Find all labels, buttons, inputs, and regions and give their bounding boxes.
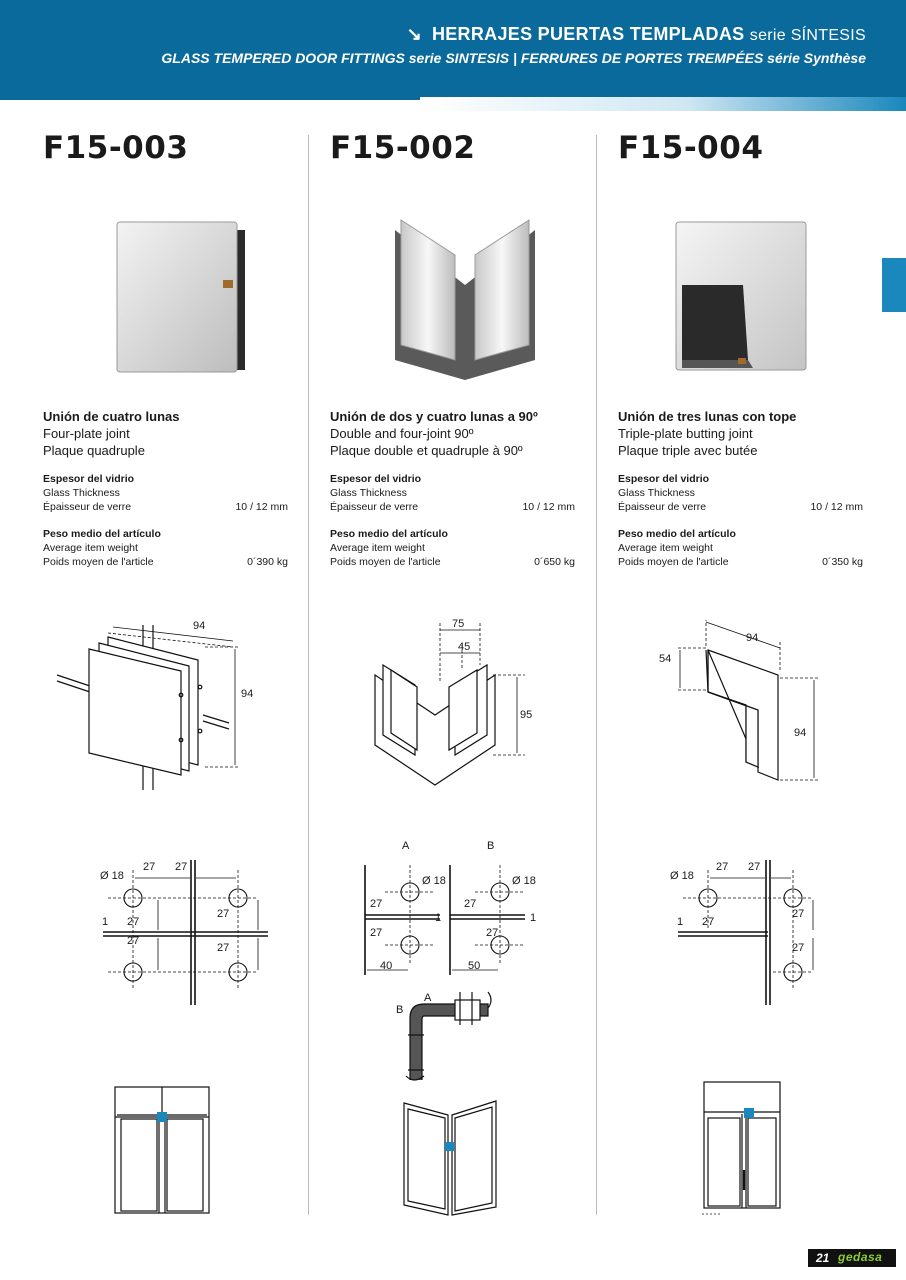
hole-pattern-drawing [673, 850, 853, 1010]
header-title: ↘ HERRAJES PUERTAS TEMPLADAS serie SÍNTESIS [406, 24, 866, 44]
spec-thickness: Espesor del vidrio Glass Thickness Épaisseur de verre 10 / 12 mm [330, 473, 575, 513]
brand-logo: gedasa [838, 1250, 883, 1264]
header-subtitle: GLASS TEMPERED DOOR FITTINGS serie SINTESIS | FERRURES DE PORTES TREMPÉES série Synthèse [161, 50, 866, 66]
page-header [0, 0, 906, 100]
hole-label-a: A [402, 840, 410, 852]
spec-weight: Peso medio del artículo Average item weight Poids moyen de l'article 0´350 kg [618, 528, 863, 568]
spec-weight: Peso medio del artículo Average item weight Poids moyen de l'article 0´650 kg [330, 528, 575, 568]
product-description: Unión de dos y cuatro lunas a 90º Double and four-joint 90º Plaque double et quadruple à 90º [330, 409, 538, 458]
dim-width: 75 [452, 618, 465, 630]
door-elevation-drawing [700, 1080, 800, 1220]
product-photo [668, 210, 828, 380]
arrow-down-right-icon: ↘ [406, 24, 422, 44]
column-divider [596, 135, 597, 1215]
weight-value: 0´650 kg [534, 556, 575, 568]
dimension-drawing [53, 615, 273, 795]
thickness-value: 10 / 12 mm [235, 501, 288, 513]
dim-inner: 45 [458, 641, 471, 653]
hole-diameter: Ø 18 [422, 875, 446, 887]
page-number: 21 [816, 1251, 830, 1265]
dim-width: 94 [193, 620, 206, 632]
side-tab [882, 258, 906, 312]
hole-diameter: Ø 18 [100, 870, 124, 882]
hole-dim: 27 [792, 942, 805, 954]
dim-height: 94 [241, 688, 254, 700]
hole-dim: 27 [464, 898, 477, 910]
hole-offset: 40 [380, 960, 393, 972]
product-code: F15-002 [330, 130, 476, 166]
hole-diameter: Ø 18 [670, 870, 694, 882]
hole-dim: 27 [748, 861, 761, 873]
hole-pattern-drawing [98, 850, 278, 1010]
spec-thickness: Espesor del vidrio Glass Thickness Épaisseur de verre 10 / 12 mm [43, 473, 288, 513]
product-code: F15-003 [43, 130, 189, 166]
hole-gap: 1 [435, 912, 442, 924]
weight-value: 0´390 kg [247, 556, 288, 568]
hole-offset: 50 [468, 960, 481, 972]
hole-dim: 27 [370, 898, 383, 910]
page-footer [808, 1249, 896, 1267]
hole-dim: 27 [143, 861, 156, 873]
hole-dim: 27 [702, 916, 715, 928]
thickness-value: 10 / 12 mm [810, 501, 863, 513]
hole-dim: 27 [217, 942, 230, 954]
product-column [330, 130, 580, 1016]
product-column [43, 130, 293, 954]
product-description: Unión de tres lunas con tope Triple-plate butting joint Plaque triple avec butée [618, 409, 797, 458]
dim-width: 94 [746, 632, 759, 644]
dimension-drawing [365, 615, 545, 795]
dim-height: 94 [794, 727, 807, 739]
product-code: F15-004 [618, 130, 764, 166]
spec-thickness: Espesor del vidrio Glass Thickness Épaisseur de verre 10 / 12 mm [618, 473, 863, 513]
hole-dim: 27 [370, 927, 383, 939]
dimension-drawing [668, 620, 848, 790]
hole-label-b: B [487, 840, 495, 852]
product-column [618, 130, 868, 954]
dim-height: 95 [520, 709, 533, 721]
hole-dim: 27 [127, 916, 140, 928]
hole-dim: 27 [486, 927, 499, 939]
hole-dim: 27 [716, 861, 729, 873]
column-divider [308, 135, 309, 1215]
hole-gap: 1 [530, 912, 537, 924]
section-label-a: A [424, 992, 432, 1004]
hole-dim: 27 [217, 908, 230, 920]
product-photo [103, 210, 263, 380]
product-photo [370, 210, 560, 380]
hole-dim: 27 [127, 935, 140, 947]
header-serie: serie SÍNTESIS [749, 27, 866, 44]
section-drawing [400, 990, 500, 1085]
dim-side: 54 [659, 653, 672, 665]
door-elevation-drawing [113, 1085, 213, 1215]
hole-gap: 1 [102, 916, 109, 928]
spec-weight: Peso medio del artículo Average item weight Poids moyen de l'article 0´390 kg [43, 528, 288, 568]
hole-dim: 27 [175, 861, 188, 873]
hole-dim: 27 [792, 908, 805, 920]
thickness-value: 10 / 12 mm [522, 501, 575, 513]
section-label-b: B [396, 1004, 404, 1016]
product-description: Unión de cuatro lunas Four-plate joint Plaque quadruple [43, 409, 180, 458]
weight-value: 0´350 kg [822, 556, 863, 568]
door-elevation-drawing [400, 1095, 500, 1220]
hole-diameter: Ø 18 [512, 875, 536, 887]
hole-gap: 1 [677, 916, 684, 928]
header-gradient-strip [420, 97, 906, 111]
